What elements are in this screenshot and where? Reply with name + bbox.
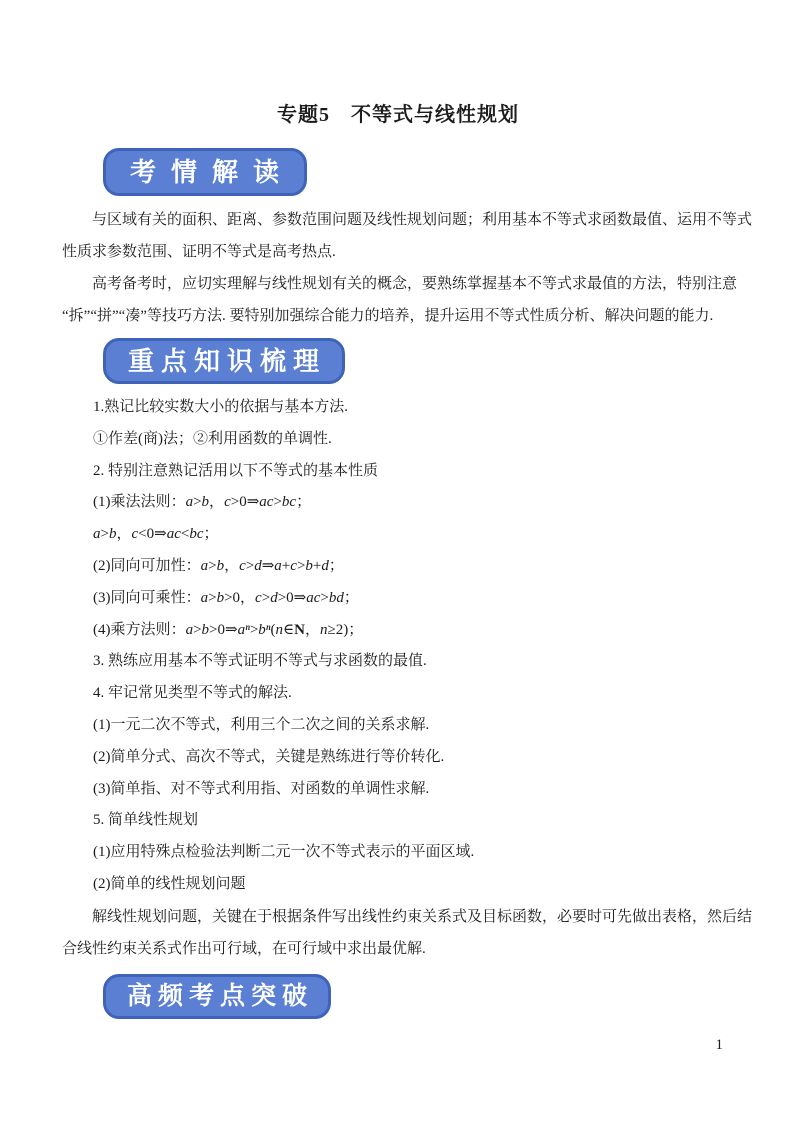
knowledge-line: a>b，c<0⇒ac<bc； (93, 526, 219, 543)
page-title: 专题5 不等式与线性规划 (277, 104, 519, 126)
paragraph-line: 解线性规划问题，关键在于根据条件写出线性约束关系式及目标函数，必要时可先做出表格，然后结 (92, 908, 753, 925)
paragraph-line: 合线性约束关系式作出可行域，在可行域中求出最优解. (62, 940, 426, 957)
knowledge-line: 1.熟记比较实数大小的依据与基本方法. (93, 399, 349, 415)
section-exam-insight (103, 148, 794, 196)
knowledge-line: (2)简单的线性规划问题 (93, 875, 246, 892)
knowledge-line: (1)应用特殊点检验法判断二元一次不等式表示的平面区域. (93, 844, 475, 861)
exam-insight-paragraph-2 (62, 268, 738, 332)
linear-programming-paragraph (62, 901, 753, 965)
knowledge-line: (1)乘法法则：a>b，c>0⇒ac>bc； (93, 494, 312, 511)
knowledge-line: (1)一元二次不等式，利用三个二次之间的关系求解. (93, 716, 430, 733)
paragraph-line: 与区域有关的面积、距离、参数范围问题及线性规划问题；利用基本不等式求函数最值、运用不等式 (92, 212, 753, 228)
key-knowledge-badge: 重点知识梳理 (103, 338, 345, 384)
knowledge-line: (2)简单分式、高次不等式，关键是熟练进行等价转化. (93, 748, 445, 765)
knowledge-list (62, 392, 734, 901)
knowledge-line: (3)同向可乘性：a>b>0，c>d>0⇒ac>bd； (93, 589, 359, 606)
section-key-knowledge (103, 338, 794, 384)
knowledge-line: ①作差(商)法；②利用函数的单调性. (93, 430, 332, 447)
section-hot-topics (103, 974, 794, 1019)
exam-insight-badge: 考情解读 (103, 148, 307, 196)
paragraph-line: “拆”“拼”“凑”等技巧方法. 要特别加强综合能力的培养，提升运用不等式性质分析、解决问题的能力. (62, 308, 714, 324)
knowledge-line: (3)简单指、对不等式利用指、对函数的单调性求解. (93, 780, 430, 797)
hot-topics-badge: 高频考点突破 (103, 974, 331, 1019)
knowledge-line: 4. 牢记常见类型不等式的解法. (93, 685, 292, 702)
exam-insight-paragraph-1 (62, 204, 753, 268)
knowledge-line: (2)同向可加性：a>b，c>d⇒a+c>b+d； (93, 557, 344, 574)
knowledge-line: 3. 熟练应用基本不等式证明不等式与求函数的最值. (93, 653, 427, 670)
paragraph-line: 性质求参数范围、证明不等式是高考热点. (62, 244, 336, 260)
knowledge-line: (4)乘方法则：a>b>0⇒aⁿ>bⁿ(n∈N，n≥2)； (93, 621, 364, 638)
knowledge-line: 2. 特别注意熟记活用以下不等式的基本性质 (93, 462, 379, 479)
page-number: 1 (715, 1037, 723, 1053)
paragraph-line: 高考备考时，应切实理解与线性规划有关的概念，要熟练掌握基本不等式求最值的方法，特别注意 (92, 276, 738, 292)
knowledge-line: 5. 简单线性规划 (93, 812, 199, 829)
